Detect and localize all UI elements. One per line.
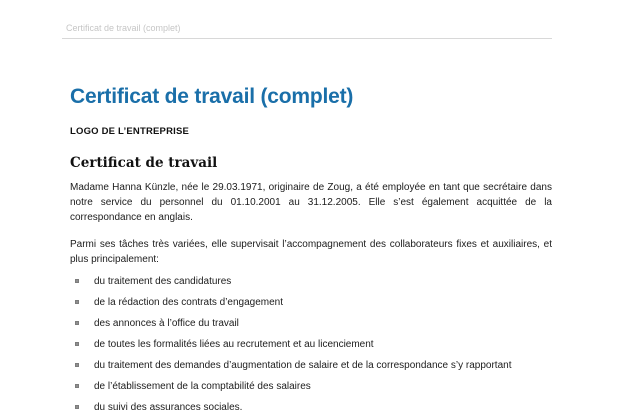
- square-bullet-icon: [75, 363, 79, 367]
- square-bullet-icon: [75, 279, 79, 283]
- document-content: [70, 86, 552, 414]
- task-list-item-text: des annonces à l’office du travail: [94, 318, 239, 329]
- task-list: [70, 275, 552, 414]
- task-list-item: [70, 338, 552, 351]
- square-bullet-icon: [75, 405, 79, 409]
- paragraph-tasks-intro: Parmi ses tâches très variées, elle supervisait l’accompagnement des collaborateurs fixes et auxiliaires, et plus principalement:: [70, 239, 552, 265]
- square-bullet-icon: [75, 321, 79, 325]
- task-list-item-text: du traitement des candidatures: [94, 276, 232, 287]
- task-list-item: [70, 359, 552, 372]
- task-list-item-text: du traitement des demandes d’augmentation de salaire et de la correspondance s’y rapportant: [94, 360, 512, 371]
- task-list-item-text: de l’établissement de la comptabilité des salaires: [94, 381, 311, 392]
- task-list-item: [70, 296, 552, 309]
- task-list-item: [70, 317, 552, 330]
- logo-placeholder: LOGO DE L’ENTREPRISE: [70, 126, 190, 137]
- task-list-item: [70, 401, 552, 414]
- section-heading: Certificat de travail: [70, 155, 218, 171]
- task-list-item: [70, 380, 552, 393]
- square-bullet-icon: [75, 342, 79, 346]
- square-bullet-icon: [75, 300, 79, 304]
- task-list-item-text: de la rédaction des contrats d’engagement: [94, 297, 284, 308]
- page-title: Certificat de travail (complet): [70, 85, 354, 108]
- task-list-item: [70, 275, 552, 288]
- print-header-breadcrumb: Certificat de travail (complet): [62, 23, 552, 39]
- square-bullet-icon: [75, 384, 79, 388]
- task-list-item-text: du suivi des assurances sociales.: [94, 402, 243, 413]
- task-list-item-text: de toutes les formalités liées au recrutement et au licenciement: [94, 339, 374, 350]
- paragraph-employee-intro: Madame Hanna Künzle, née le 29.03.1971, originaire de Zoug, a été employée en tant que secrétaire dans notre service du personnel du 01.10.2001 au 31.12.2005. Elle s’est également acquittée de la correspondance en anglais.: [70, 182, 552, 223]
